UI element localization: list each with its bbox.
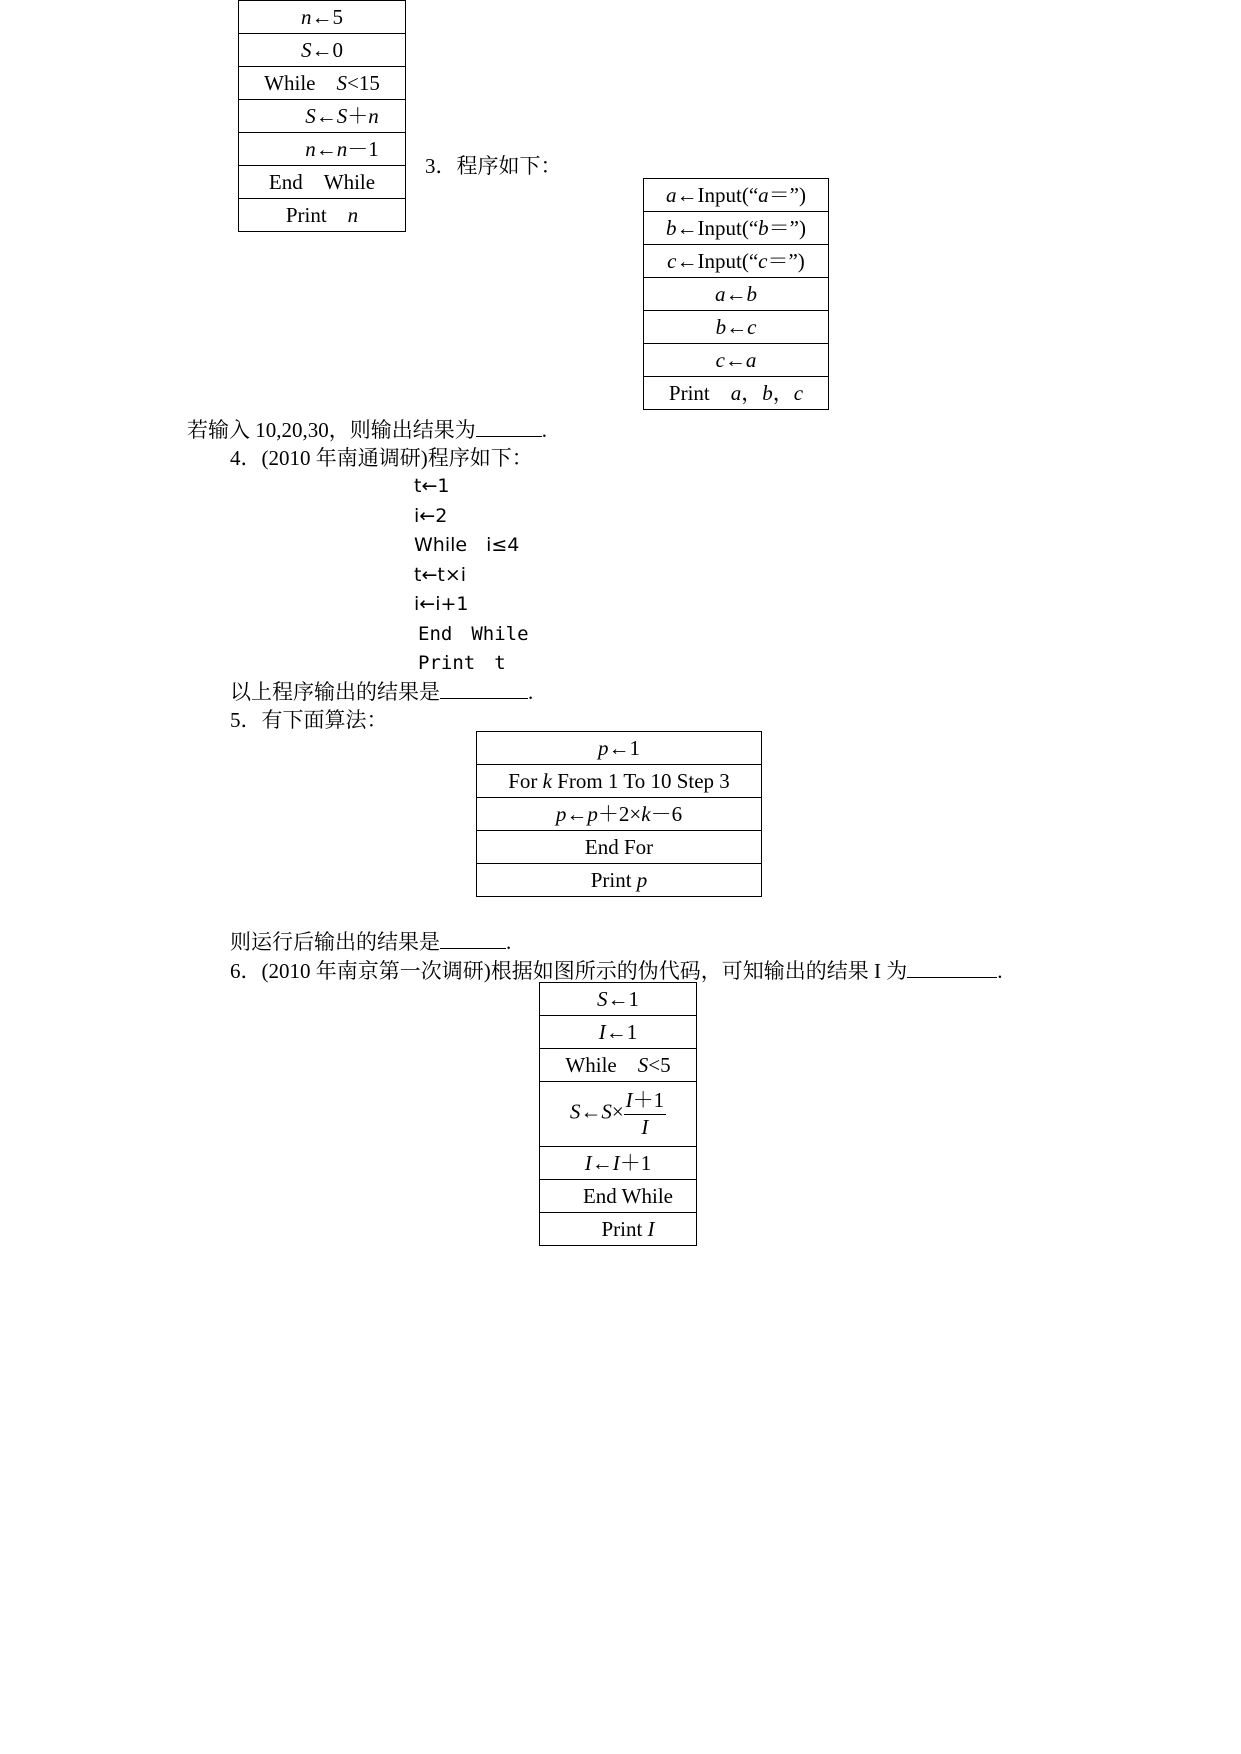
q3-row-2: b←Input(“b＝”): [644, 212, 829, 245]
q4-text: 程序如下：: [427, 446, 533, 470]
q4-line-1: t←1: [414, 475, 450, 497]
q6-table: [539, 982, 697, 1246]
q5-row-5: Print p: [477, 864, 762, 897]
q6-number: 6．: [230, 959, 262, 983]
q4-line-2: i←2: [414, 504, 448, 527]
q5-row-4: End For: [477, 831, 762, 864]
q5-number: 5．: [230, 708, 262, 732]
q3-answer-blank[interactable]: [476, 418, 542, 437]
q3-followup-text: 若输入 10,20,30，则输出结果为: [187, 418, 476, 442]
q3-followup: [187, 414, 547, 444]
q6-row-7: Print I: [540, 1213, 697, 1246]
q3-row-1: a←Input(“a＝”): [644, 179, 829, 212]
q6-row-1: S←1: [540, 983, 697, 1016]
q3-row-5: b←c: [644, 311, 829, 344]
q3-row-4: a←b: [644, 278, 829, 311]
q3-heading: [425, 150, 562, 180]
q6-row-4: S←S× $\frac{I+1}{I}$: [540, 1082, 697, 1147]
q6-source: (2010 年南京第一次调研): [261, 959, 491, 983]
q4-source: (2010 年南通调研): [261, 446, 428, 470]
program2-row-3: While S<15: [239, 67, 406, 100]
q3-row-7: Print a，b，c: [644, 377, 829, 410]
q4-heading: [230, 442, 533, 472]
q3-row-3: c←Input(“c＝”): [644, 245, 829, 278]
q6-row-2: I←1: [540, 1016, 697, 1049]
q6-row-6: End While: [540, 1180, 697, 1213]
q5-row-3: p←p＋2×k－6: [477, 798, 762, 831]
q4-line-4: t←t×i: [414, 563, 467, 586]
q5-answer-blank[interactable]: [440, 930, 506, 949]
q5-table: [476, 731, 762, 897]
q5-text: 有下面算法：: [261, 708, 388, 732]
program2-table: [238, 0, 406, 232]
q4-answer-blank[interactable]: [440, 680, 528, 699]
q5-heading: [230, 704, 388, 734]
program2-row-2: S←0: [239, 34, 406, 67]
q6-fraction-numerator: I＋1: [624, 1088, 667, 1114]
q4-followup: [230, 676, 533, 706]
q3-number: 3．: [425, 154, 457, 178]
q6-text: 根据如图所示的伪代码，可知输出的结果 I 为: [490, 959, 908, 983]
q6-fraction: [624, 1088, 667, 1139]
q5-row-1: p←1: [477, 732, 762, 765]
q4-line-7: Print t: [418, 652, 506, 674]
q5-end: .: [506, 930, 512, 954]
program2-row-7: Print n: [239, 199, 406, 232]
q4-followup-text: 以上程序输出的结果是: [230, 680, 440, 704]
q5-row-2: For k From 1 To 10 Step 3: [477, 765, 762, 798]
q4-code: [414, 472, 529, 679]
q4-end: .: [528, 680, 534, 704]
q6-row-3: While S<5: [540, 1049, 697, 1082]
program2-row-5: n←n－1: [239, 133, 406, 166]
q4-line-5: i←i+1: [414, 593, 469, 615]
q6-end: .: [997, 959, 1003, 983]
q4-number: 4．: [230, 446, 262, 470]
program2-row-4: S←S＋n: [239, 100, 406, 133]
q6-answer-blank[interactable]: [907, 959, 997, 978]
q4-line-6: End While: [418, 622, 529, 645]
program2-row-6: End While: [239, 166, 406, 199]
program2-row-1: n←5: [239, 1, 406, 34]
q3-end: .: [541, 418, 547, 442]
q3-text: 程序如下：: [456, 154, 562, 178]
q6-fraction-denominator: I: [641, 1114, 649, 1139]
q6-row-5: I←I＋1: [540, 1147, 697, 1180]
q5-followup-text: 则运行后输出的结果是: [230, 930, 440, 954]
q3-row-6: c←a: [644, 344, 829, 377]
q3-table: [643, 178, 829, 410]
q4-line-3: While i≤4: [414, 534, 520, 556]
q6-heading: [230, 955, 1003, 985]
q5-followup: [230, 926, 511, 956]
